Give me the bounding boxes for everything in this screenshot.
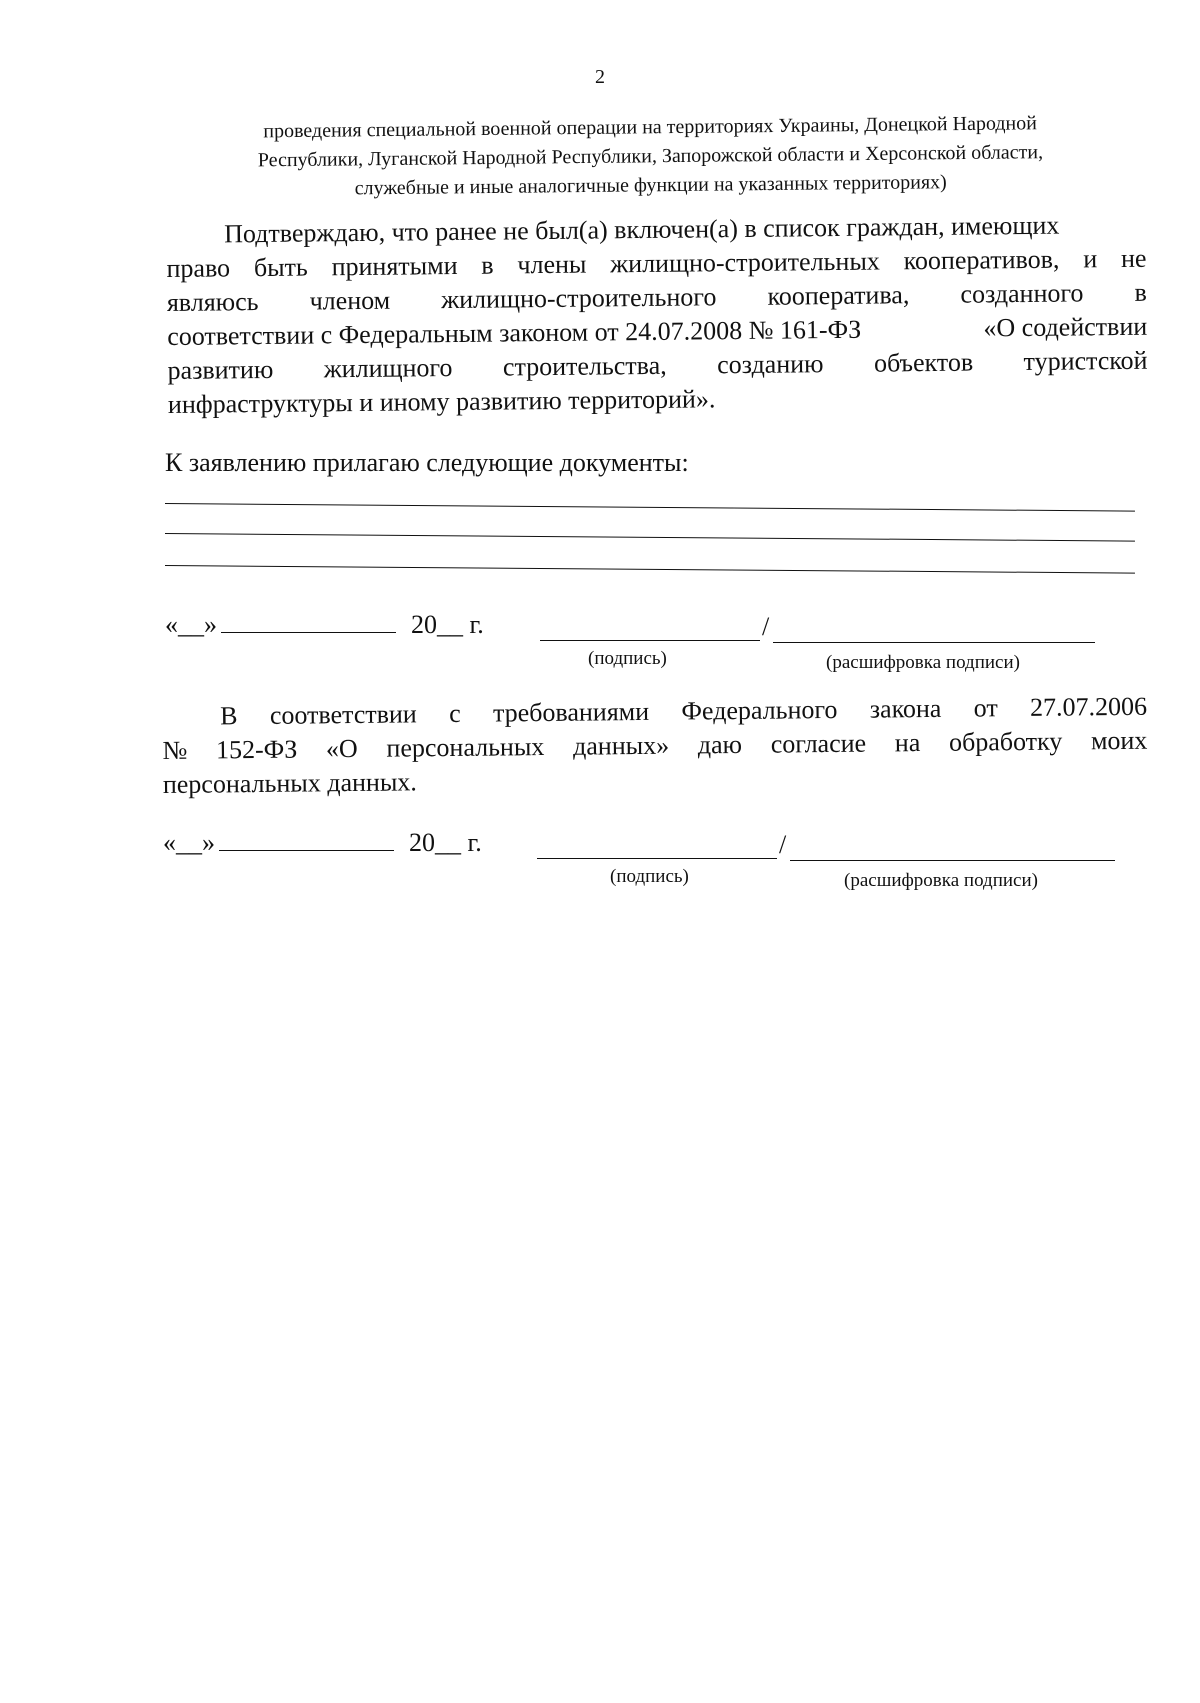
decryption-caption: (расшифровка подписи) [826,652,1020,673]
attachment-blank-line[interactable] [165,565,1135,574]
word: с [448,698,461,728]
date-day-field[interactable]: «__» [163,828,215,857]
word: даю [697,729,743,760]
word: жилищного [323,353,453,384]
signature-caption: (подпись) [610,866,689,887]
word: членом [309,285,391,316]
word: на [894,728,921,758]
word: соответствии с Федеральным законом от 24.07.2008 № 161-ФЗ [167,314,862,351]
signature-decryption-field[interactable] [790,832,1115,861]
word: обработку [948,726,1063,757]
header-note-line: служебные и иные аналогичные функции на указанных территориях) [354,171,947,200]
attachment-blank-line[interactable] [165,503,1135,512]
attachments-title: К заявлению прилагаю следующие документы: [165,448,689,477]
word: члены [517,249,587,280]
word: 152-ФЗ [215,734,298,765]
signature-field[interactable] [540,612,760,641]
word: в [481,250,494,280]
word: согласие [770,728,867,759]
header-note-line: Республики, Луганской Народной Республики, Запорожской области и Херсонской области, [257,141,1044,172]
paragraph-text: инфраструктуры и иному развитию территорий». [167,384,716,419]
word: 27.07.2006 [1029,691,1148,722]
word: № [162,735,188,765]
word: «О содействии [983,311,1148,343]
word: кооператива, [767,280,910,311]
word: не [1120,243,1147,274]
word: кооперативов, [903,244,1060,276]
date-day-field[interactable]: «__» [165,610,217,639]
word: туристской [1023,345,1148,377]
word: в [1134,277,1147,307]
signature-separator: / [762,612,770,641]
word: жилищно-строительных [610,246,880,279]
date-year-field[interactable]: 20__ г. [409,828,482,857]
signature-row [163,828,1138,868]
word: право [166,253,231,283]
signature-row [165,610,1140,650]
word: созданию [716,349,824,380]
word: персональных [386,731,545,763]
consent-paragraph [162,690,1148,802]
date-month-field[interactable] [221,610,396,633]
word: «О [325,733,358,764]
page-number: 2 [595,66,605,88]
word: развитию [167,354,274,385]
header-note-line: проведения специальной военной операции на территориях Украины, Донецкой Народной [263,112,1038,143]
word: быть [253,252,308,283]
word: соответствии [269,699,417,730]
word: данных» [572,730,670,761]
confirmation-paragraph [166,208,1148,422]
signature-decryption-field[interactable] [773,614,1095,643]
word: являюсь [166,287,259,317]
header-note [200,109,1101,205]
word: требованиями [492,696,650,728]
word: принятыми [331,250,458,282]
word: моих [1090,725,1148,756]
attachment-blank-line[interactable] [165,533,1135,542]
word: закона [869,693,942,724]
paragraph-text: Подтверждаю, что ранее не был(а) включен(а) в список граждан, имеющих [224,210,1060,249]
paragraph-text: персональных данных. [162,767,417,799]
word: В [220,701,238,731]
word: и [1083,244,1098,274]
word: объектов [873,347,974,378]
signature-caption: (подпись) [588,648,667,669]
decryption-caption: (расшифровка подписи) [844,870,1038,891]
date-month-field[interactable] [219,828,394,851]
word: строительства, [502,350,667,382]
word: жилищно-строительного [441,282,717,315]
signature-separator: / [779,830,787,859]
word: Федерального [681,694,838,726]
word: от [973,693,998,723]
signature-field[interactable] [537,830,777,859]
word: созданного [960,278,1084,309]
date-year-field[interactable]: 20__ г. [411,610,484,639]
